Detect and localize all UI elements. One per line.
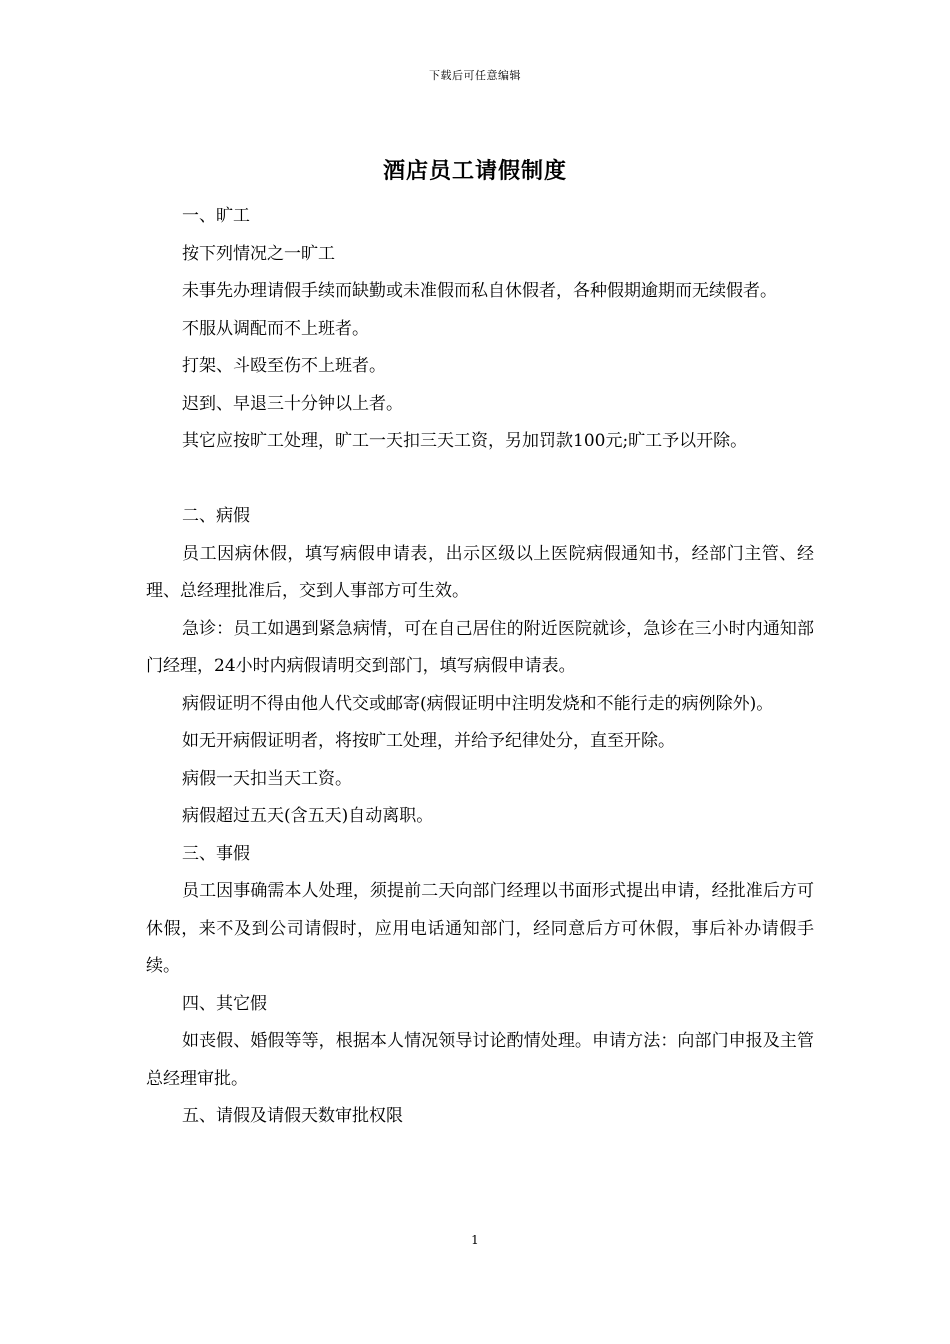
paragraph: 如无开病假证明者，将按旷工处理，并给予纪律处分，直至开除。 bbox=[182, 731, 675, 751]
paragraph: 病假证明不得由他人代交或邮寄(病假证明中注明发烧和不能行走的病例除外)。 bbox=[182, 693, 774, 714]
paragraph: 病假超过五天(含五天)自动离职。 bbox=[182, 806, 434, 826]
section-heading-1: 一、旷工 bbox=[182, 206, 250, 226]
paragraph: 员工因病休假，填写病假申请表，出示区级以上医院病假通知书，经部门主管、经理、总经理批准后，交到人事部方可生效。 bbox=[146, 543, 814, 601]
section-heading-3: 三、事假 bbox=[182, 843, 250, 864]
paragraph: 病假一天扣当天工资。 bbox=[182, 768, 352, 789]
document-body bbox=[146, 198, 814, 1136]
paragraph: 迟到、早退三十分钟以上者。 bbox=[182, 393, 403, 414]
page-number: 1 bbox=[471, 1233, 479, 1247]
paragraph: 不服从调配而不上班者。 bbox=[182, 318, 369, 339]
paragraph: 打架、斗殴至伤不上班者。 bbox=[182, 356, 386, 376]
paragraph: 按下列情况之一旷工 bbox=[182, 243, 335, 264]
paragraph: 其它应按旷工处理，旷工一天扣三天工资，另加罚款100元;旷工予以开除。 bbox=[182, 431, 748, 451]
paragraph: 未事先办理请假手续而缺勤或未准假而私自休假者，各种假期逾期而无续假者。 bbox=[182, 281, 777, 301]
header-note: 下载后可任意编辑 bbox=[429, 69, 521, 82]
paragraph: 员工因事确需本人处理，须提前二天向部门经理以书面形式提出申请，经批准后方可休假，来不及到公司请假时，应用电话通知部门，经同意后方可休假，事后补办请假手续。 bbox=[146, 881, 814, 976]
paragraph: 急诊：员工如遇到紧急病情，可在自己居住的附近医院就诊，急诊在三小时内通知部门经理，24小时内病假请明交到部门，填写病假申请表。 bbox=[146, 618, 814, 676]
section-heading-4: 四、其它假 bbox=[182, 993, 267, 1014]
section-heading-2: 二、病假 bbox=[182, 506, 250, 526]
section-heading-5: 五、请假及请假天数审批权限 bbox=[182, 1106, 403, 1126]
paragraph: 如丧假、婚假等等，根据本人情况领导讨论酌情处理。申请方法：向部门申报及主管总经理审批。 bbox=[146, 1031, 814, 1089]
document-title: 酒店员工请假制度 bbox=[382, 158, 567, 184]
blank-line bbox=[146, 461, 814, 499]
